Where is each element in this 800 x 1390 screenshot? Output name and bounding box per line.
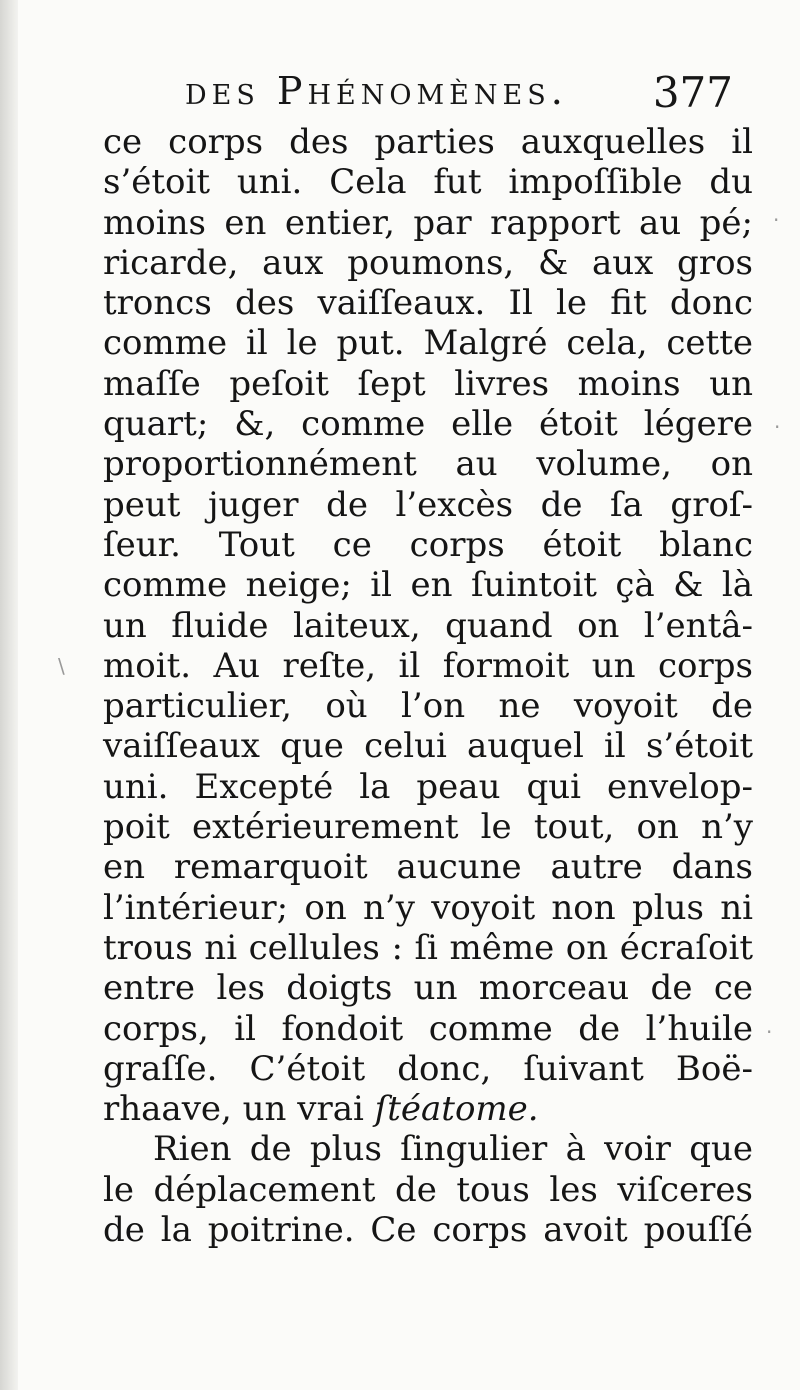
main-text	[103, 122, 753, 1250]
text-line-8: quart; &, comme elle étoit légere	[103, 404, 753, 445]
text-line-10: peut juger de l’excès de ſa groſ-	[103, 484, 753, 525]
margin-speck: ·	[774, 415, 781, 439]
text-line-6: comme il le put. Malgré cela, cette	[103, 323, 753, 364]
binding-shadow	[0, 0, 18, 1390]
text-line-20: l’intérieur; on n’y voyoit non plus ni	[103, 887, 753, 928]
text-line-17: uni. Excepté la peau qui envelop-	[103, 766, 753, 807]
text-line-4: ricarde, aux poumons, & aux gros	[103, 242, 753, 283]
margin-speck: \	[58, 654, 65, 678]
margin-speck: ·	[773, 208, 780, 232]
paragraph-2-line-3: de la poitrine. Ce corps avoit pouſſé	[103, 1210, 753, 1251]
text-line-19: en remarquoit aucune autre dans	[103, 847, 753, 888]
text-line-21: trous ni cellules : ſi même on écraſoit	[103, 927, 753, 968]
paragraph-2-line-2: le déplacement de tous les viſceres	[103, 1169, 753, 1210]
steatome-term: ſtéatome.	[374, 1089, 539, 1130]
text-line-7: maſſe peſoit ſept livres moins un	[103, 363, 753, 404]
text-line-18: poit extérieurement le tout, on n’y	[103, 807, 753, 848]
text-line-12: comme neige; il en ſuintoit çà & là	[103, 565, 753, 606]
text-line-25	[103, 1089, 753, 1129]
text-line-23: corps, il fondoit comme de l’huile	[103, 1008, 753, 1049]
text-line-22: entre les doigts un morceau de ce	[103, 968, 753, 1009]
text-line-3: moins en entier, par rapport au pé;	[103, 202, 753, 243]
text-line-25-prefix: rhaave, un vrai	[103, 1089, 375, 1130]
text-line-1: ce corps des parties auxquelles il	[103, 122, 753, 162]
page-number: 377	[652, 68, 733, 117]
text-line-14: moit. Au reſte, il formoit un corps	[103, 645, 753, 686]
text-line-13: un fluide laiteux, quand on l’entâ-	[103, 605, 753, 646]
text-line-16: vaiſſeaux que celui auquel il s’étoit	[103, 726, 753, 767]
text-line-5: troncs des vaiſſeaux. Il le fit donc	[103, 283, 753, 324]
running-title: des Phénomènes.	[185, 69, 568, 113]
text-line-15: particulier, où l’on ne voyoit de	[103, 686, 753, 727]
text-line-9: proportionnément au volume, on	[103, 444, 753, 485]
text-line-24: graſſe. C’étoit donc, ſuivant Boë-	[103, 1048, 753, 1089]
text-line-11: ſeur. Tout ce corps étoit blanc	[103, 524, 753, 565]
text-line-2: s’étoit uni. Cela fut impoſſible du	[103, 162, 753, 203]
paragraph-2-line-1: Rien de plus ſingulier à voir que	[153, 1129, 753, 1170]
margin-speck: ·	[766, 1020, 773, 1044]
